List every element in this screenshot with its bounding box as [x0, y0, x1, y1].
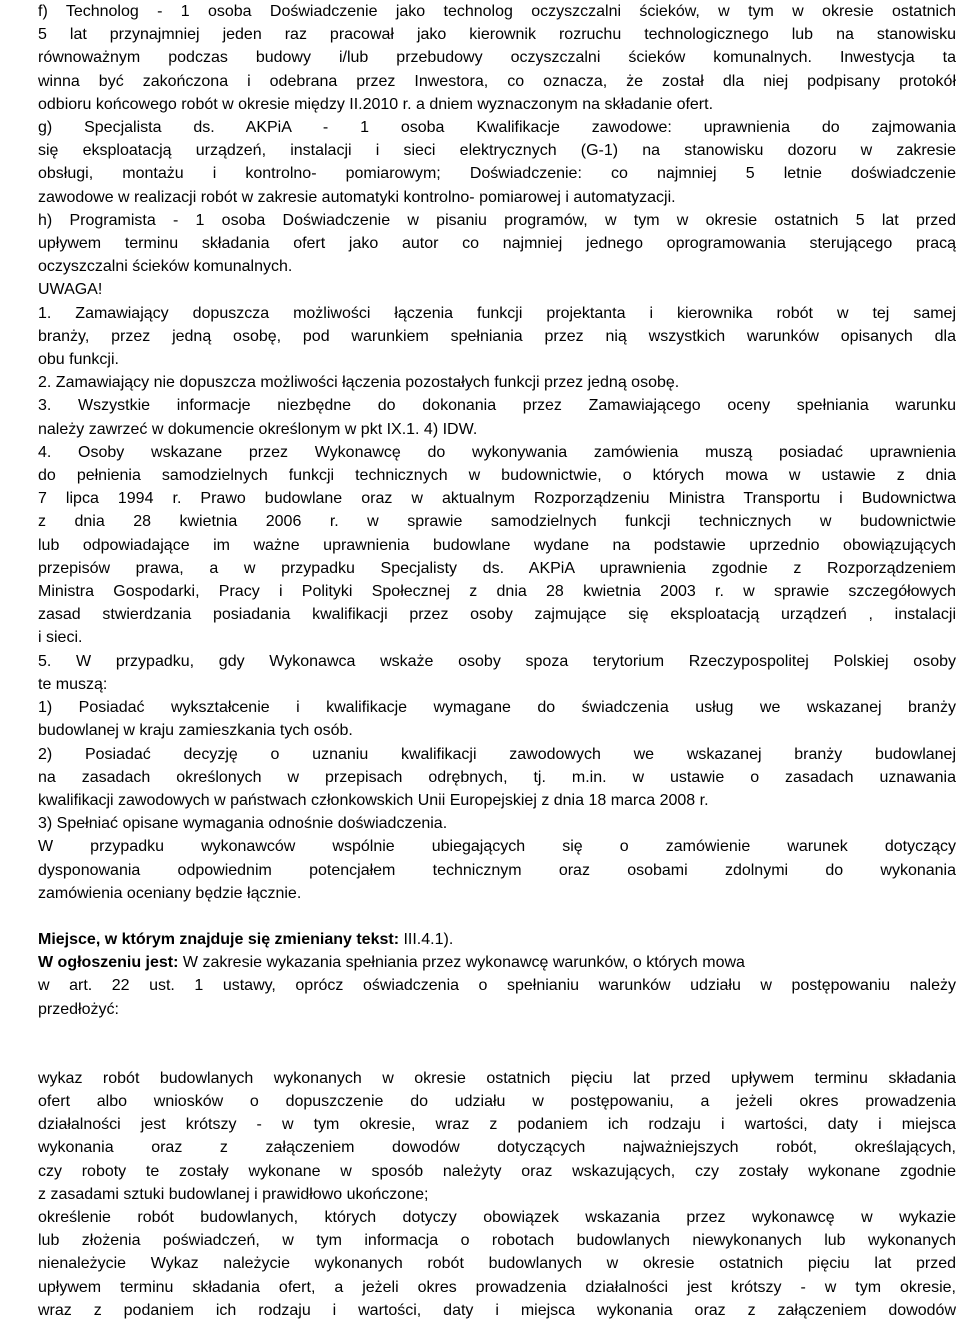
- text-line: upływem terminu składania ofert, a jeżeli okres prowadzenia działalności jest krótszy - w tym okresie,: [38, 1278, 956, 1296]
- text-line: dysponowania odpowiednim potencjałem technicznym oraz osobami zdolnymi do wykonania: [38, 861, 956, 879]
- text-line: kwalifikacji zawodowych w państwach członkowskich Unii Europejskiej z dnia 18 marca 2008 r.: [38, 791, 709, 809]
- text-line: g) Specjalista ds. AKPiA - 1 osoba Kwalifikacje zawodowe: uprawnienia do zajmowania: [38, 119, 956, 137]
- text-line: określenie robót budowlanych, których dotyczy obowiązek wskazania przez wykonawcę w wykazie: [38, 1208, 956, 1226]
- text-line: te muszą:: [38, 675, 108, 693]
- text-line: winna być zakończona i odebrana przez Inwestora, co oznacza, że został dla niej podpisany protokół: [38, 72, 956, 90]
- text-line: upływem terminu składania ofert jako autor co najmniej jednego oprogramowania sterującego pracą: [38, 235, 956, 253]
- text-line: lub złożenia poświadczeń, w tym informacja o robotach budowlanych niewykonanych lub wykonanych: [38, 1232, 956, 1250]
- text-line: 3. Wszystkie informacje niezbędne do dokonania przez Zamawiającego oceny spełniania warunku: [38, 397, 956, 415]
- bullet-label: Miejsce, w którym znajduje się zmieniany tekst:: [38, 930, 400, 948]
- text-line: f) Technolog - 1 osoba Doświadczenie jako technolog oczyszczalni ścieków, w tym w okresie ostatnich: [38, 3, 956, 20]
- text-line: 1. Zamawiający dopuszcza możliwości łączenia funkcji projektanta i kierownika robót w tej samej: [38, 304, 956, 322]
- text-line: 2) Posiadać decyzję o uznaniu kwalifikacji zawodowych we wskazanej branży budowlanej: [38, 745, 956, 763]
- bullet-continuation: [38, 974, 956, 1020]
- text-line: Ministra Gospodarki, Pracy i Polityki Społecznej z dnia 28 kwietnia 2003 r. w sprawie szczegółowych: [38, 583, 956, 601]
- text-line: 2. Zamawiający nie dopuszcza możliwości łączenia pozostałych funkcji przez jedną osobę.: [38, 374, 680, 392]
- text-line: przedłożyć:: [38, 1000, 119, 1018]
- text-line: UWAGA!: [38, 281, 103, 299]
- text-line: wraz z podaniem ich rodzaju i wartości, daty i miejsca wykonania oraz z załączeniem dowodów: [38, 1301, 956, 1319]
- text-line: i sieci.: [38, 629, 83, 647]
- text-line: branży, przez jedną osobę, pod warunkiem spełniania przez nią wszystkich warunków opisanych dla: [38, 327, 956, 345]
- text-line: lub odpowiadające im ważne uprawnienia budowlane wydane na podstawie uprzednio obowiązujących: [38, 536, 956, 554]
- text-line: 3) Spełniać opisane wymagania odnośnie doświadczenia.: [38, 815, 448, 833]
- bullet-item-announcement: [38, 951, 956, 974]
- text-line: ofert albo wniosków o dopuszczenie do udziału w postępowaniu, a jeżeli okres prowadzenia: [38, 1092, 956, 1110]
- bullet-item-changed-location: [38, 928, 956, 951]
- text-line: oczyszczalni ścieków komunalnych.: [38, 258, 293, 276]
- text-line: 1) Posiadać wykształcenie i kwalifikacje wymagane do świadczenia usług we wskazanej branży: [38, 699, 956, 717]
- text-line: budowlanej w kraju zamieszkania tych osób.: [38, 722, 353, 740]
- text-line: się eksploatacją urządzeń, instalacji i sieci elektrycznych (G-1) na stanowisku dozoru w zakresie: [38, 142, 956, 160]
- text-line: odbioru końcowego robót w okresie między II.2010 r. a dniem wyznaczonym na składanie ofert.: [38, 95, 714, 113]
- text-line: 5 lat przynajmniej jeden raz pracował jako kierownik rozruchu technologicznego lub na stanowisku: [38, 26, 956, 44]
- text-line: 7 lipca 1994 r. Prawo budowlane oraz w aktualnym Rozporządzeniu Ministra Transportu i Budownictwa: [38, 490, 956, 508]
- text-line: W przypadku wykonawców wspólnie ubiegających się o zamówienie warunek dotyczący: [38, 838, 956, 856]
- requirements-section: [38, 0, 956, 905]
- text-line: zasad stwierdzania posiadania kwalifikacji przez osoby zajmujące się eksploatacją urządzeń , instalacji: [38, 606, 956, 624]
- text-line: z dnia 28 kwietnia 2006 r. w sprawie samodzielnych funkcji technicznych w budownictwie: [38, 513, 956, 531]
- text-line: działalności jest krótszy - w tym okresie, wraz z podaniem ich rodzaju i wartości, daty i miejsca: [38, 1116, 956, 1134]
- text-line: równoważnym podczas budowy i/lub przebudowy oczyszczalni ścieków komunalnych. Inwestycja ta: [38, 49, 956, 67]
- text-line: 5. W przypadku, gdy Wykonawca wskaże osoby spoza terytorium Rzeczypospolitej Polskiej osoby: [38, 652, 956, 670]
- text-line: zamówienia oceniany będzie łącznie.: [38, 884, 302, 902]
- spacer: [38, 1021, 956, 1067]
- text-line: przepisów prawa, a w przypadku Specjalisty ds. AKPiA uprawnienia zgodnie z Rozporządzeniem: [38, 559, 956, 577]
- bullet-text: W zakresie wykazania spełniania przez wykonawcę warunków, o których mowa: [178, 954, 745, 972]
- text-line: 4. Osoby wskazane przez Wykonawcę do wykonywania zamówienia muszą posiadać uprawnienia: [38, 443, 956, 461]
- text-line: do pełnienia samodzielnych funkcji technicznych w budownictwie, o których mowa w ustawie z dnia: [38, 467, 956, 485]
- text-line: zawodowe w realizacji robót w zakresie automatyki kontrolno- pomiarowej i automatyzacji.: [38, 188, 676, 206]
- text-line: na zasadach określonych w przepisach odrębnych, tj. m.in. w ustawie o zasadach uznawania: [38, 768, 956, 786]
- spacer: [38, 905, 956, 928]
- bullet-label: W ogłoszeniu jest:: [38, 954, 179, 972]
- text-line: obsługi, montażu i kontrolno- pomiarowym; Doświadczenie: co najmniej 5 letnie doświadczenie: [38, 165, 956, 183]
- text-line: h) Programista - 1 osoba Doświadczenie w pisaniu programów, w tym w okresie ostatnich 5 lat przed: [38, 211, 956, 229]
- text-line: nienależycie Wykaz należycie wykonanych robót budowlanych w okresie ostatnich pięciu lat przed: [38, 1255, 956, 1273]
- text-line: wykaz robót budowlanych wykonanych w okresie ostatnich pięciu lat przed upływem terminu składania: [38, 1069, 956, 1087]
- text-line: obu funkcji.: [38, 351, 119, 369]
- text-line: z zasadami sztuki budowlanej i prawidłowo ukończone;: [38, 1185, 429, 1203]
- text-line: czy roboty te zostały wykonane w sposób należyty oraz wskazujących, czy zostały wykonane zgodnie: [38, 1162, 956, 1180]
- text-line: w art. 22 ust. 1 ustawy, oprócz oświadczenia o spełnianiu warunków udziału w postępowaniu należy: [38, 977, 956, 995]
- works-list-section: [38, 1067, 956, 1322]
- text-line: wykonania oraz z załączeniem dowodów dotyczących najważniejszych robót, określających,: [38, 1139, 956, 1157]
- text-line: należy zawrzeć w dokumencie określonym w pkt IX.1. 4) IDW.: [38, 420, 478, 438]
- bullet-value: III.4.1).: [399, 930, 454, 948]
